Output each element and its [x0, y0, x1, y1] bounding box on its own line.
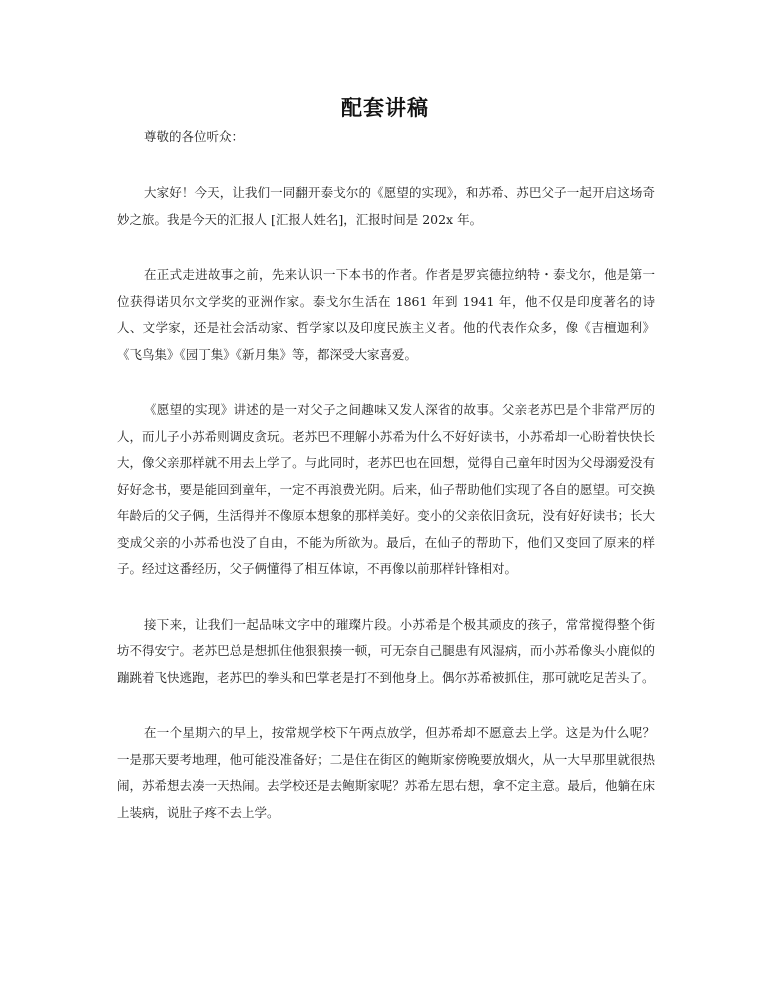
document-title: 配套讲稿: [341, 95, 429, 120]
salutation: 尊敬的各位听众：: [144, 129, 245, 144]
paragraph-excerpt: 接下来，让我们一起品味文字中的璀璨片段。小苏希是个极其顽皮的孩子，常常搅得整个街坊不得安宁。老苏巴总是想抓住他狠狠揍一顿，可无奈自己腿患有风湿病，而小苏希像头小鹿似的蹦跳着飞快逃跑，老苏巴的拳头和巴掌老是打不到他身上。偶尔苏希被抓住，那可就吃足苦头了。: [117, 616, 655, 685]
paragraph-saturday: 在一个星期六的早上，按常规学校下午两点放学，但苏希却不愿意去上学。这是为什么呢？一是那天要考地理，他可能没准备好；二是住在街区的鲍斯家傍晚要放烟火，从一大早那里就很热闹，苏希想去凑一天热闹。去学校还是去鲍斯家呢？苏希左思右想，拿不定主意。最后，他躺在床上装病，说肚子疼不去上学。: [117, 725, 655, 820]
document-body: [117, 126, 655, 826]
paragraph-greeting: 大家好！今天，让我们一同翻开泰戈尔的《愿望的实现》，和苏希、苏巴父子一起开启这场奇妙之旅。我是今天的汇报人 [汇报人姓名]，汇报时间是 202x 年。: [117, 185, 655, 227]
paragraph-author: 在正式走进故事之前，先来认识一下本书的作者。作者是罗宾德拉纳特・泰戈尔，他是第一位获得诺贝尔文学奖的亚洲作家。泰戈尔生活在 1861 年到 1941 年，他不仅是印度著名的诗人、文学家，还是社会活动家、哲学家以及印度民族主义者。他的代表作众多，像《吉檀迦利》《飞鸟集》《园丁集》《新月集》等，都深受大家喜爱。: [117, 267, 655, 362]
paragraph-story-summary: 《愿望的实现》讲述的是一对父子之间趣味又发人深省的故事。父亲老苏巴是个非常严厉的人，而儿子小苏希则调皮贪玩。老苏巴不理解小苏希为什么不好好读书，小苏希却一心盼着快快长大，像父亲那样就不用去上学了。与此同时，老苏巴也在回想，觉得自己童年时因为父母溺爱没有好好念书，要是能回到童年，一定不再浪费光阴。后来，仙子帮助他们实现了各自的愿望。可交换年龄后的父子俩，生活得并不像原本想象的那样美好。变小的父亲依旧贪玩，没有好好读书；长大变成父亲的小苏希也没了自由，不能为所欲为。最后，在仙子的帮助下，他们又变回了原来的样子。经过这番经历，父子俩懂得了相互体谅，不再像以前那样针锋相对。: [117, 402, 655, 576]
